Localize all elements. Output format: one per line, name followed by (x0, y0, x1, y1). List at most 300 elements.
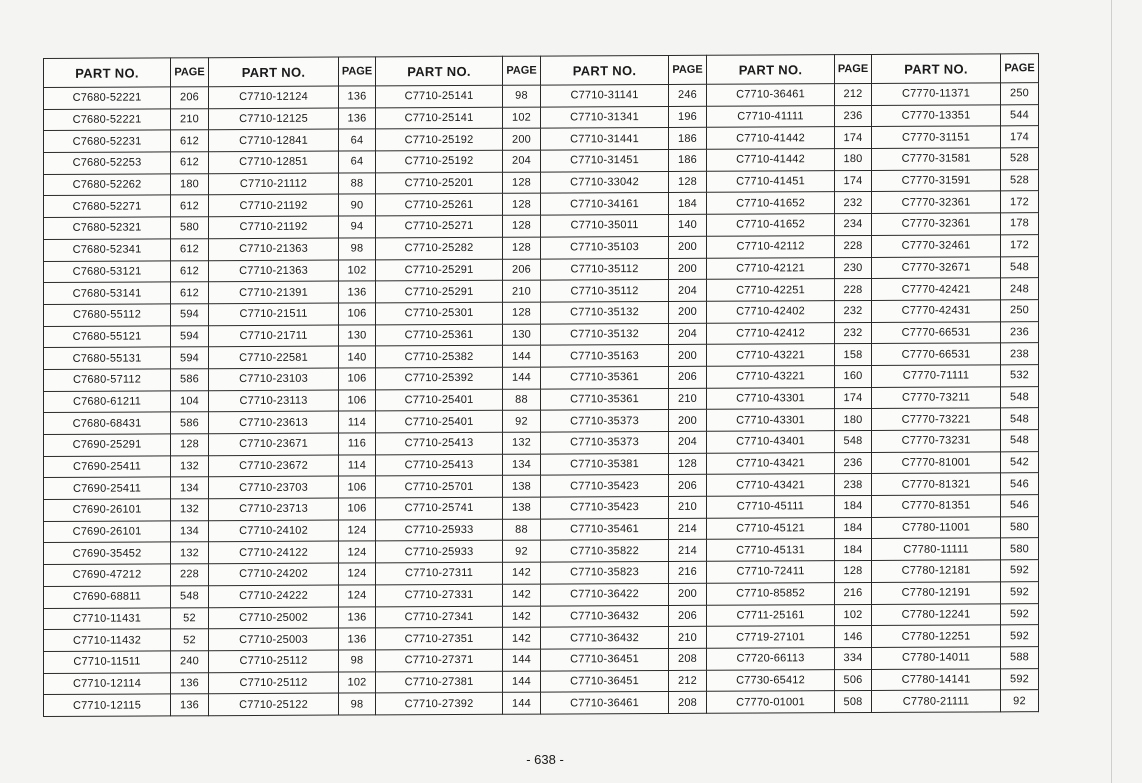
part-number-cell: C7710-21391 (209, 281, 339, 303)
part-number-cell: C7710-12114 (44, 672, 171, 694)
page-cell: 134 (171, 520, 209, 542)
column-header-page: PAGE (1001, 54, 1039, 83)
page-cell: 178 (1001, 213, 1039, 235)
part-number-cell: C7690-26101 (44, 521, 171, 543)
part-number-cell: C7680-61211 (44, 391, 171, 413)
page-cell: 612 (171, 260, 209, 282)
page-cell: 548 (1001, 386, 1039, 408)
part-number-cell: C7710-22581 (209, 346, 339, 368)
part-number-cell: C7770-81321 (872, 473, 1001, 495)
column-header-page: PAGE (171, 58, 209, 87)
page-cell: 90 (339, 194, 376, 216)
page-cell: 200 (669, 410, 707, 432)
page-cell: 128 (503, 237, 541, 259)
column-header-page: PAGE (339, 57, 376, 86)
part-number-cell: C7710-43421 (707, 474, 835, 496)
page-cell: 506 (835, 669, 872, 691)
part-number-cell: C7690-47212 (44, 564, 171, 586)
part-number-cell: C7770-32361 (872, 213, 1001, 235)
page-cell: 528 (1001, 169, 1039, 191)
page-cell: 98 (339, 238, 376, 260)
part-number-cell: C7710-25122 (209, 693, 339, 715)
page-cell: 238 (1001, 343, 1039, 365)
page-cell: 88 (339, 173, 376, 195)
page-cell: 580 (171, 217, 209, 239)
page-cell: 592 (1001, 581, 1039, 603)
page-cell: 128 (503, 215, 541, 237)
part-number-cell: C7710-35381 (541, 453, 669, 475)
page-cell: 586 (171, 412, 209, 434)
page-cell: 212 (669, 670, 707, 692)
part-number-cell: C7710-42112 (707, 235, 835, 257)
part-number-cell: C7780-21111 (872, 690, 1001, 712)
part-number-cell: C7730-65412 (707, 669, 835, 691)
part-number-cell: C7710-43301 (707, 409, 835, 431)
part-number-cell: C7710-35132 (541, 301, 669, 323)
part-number-cell: C7770-31581 (872, 148, 1001, 170)
page-cell: 592 (1001, 668, 1039, 690)
page-cell: 132 (503, 432, 541, 454)
page-cell: 136 (339, 606, 376, 628)
page-cell: 136 (339, 86, 376, 108)
page-cell: 136 (171, 672, 209, 694)
part-number-cell: C7710-41442 (707, 149, 835, 171)
part-number-cell: C7710-24202 (209, 563, 339, 585)
part-number-cell: C7680-52231 (44, 130, 171, 152)
part-number-cell: C7680-57112 (44, 369, 171, 391)
part-number-cell: C7780-14141 (872, 668, 1001, 690)
part-number-cell: C7770-71111 (872, 365, 1001, 387)
part-number-cell: C7710-25933 (376, 541, 503, 563)
page-cell: 204 (669, 279, 707, 301)
page-cell: 532 (1001, 365, 1039, 387)
page-cell: 334 (835, 647, 872, 669)
part-number-cell: C7710-36451 (541, 648, 669, 670)
column-header-part-no: PART NO. (209, 57, 339, 87)
page-cell: 232 (835, 322, 872, 344)
page-cell: 204 (669, 323, 707, 345)
page-cell: 144 (503, 649, 541, 671)
part-number-cell: C7710-25201 (376, 172, 503, 194)
part-number-cell: C7710-25192 (376, 129, 503, 151)
part-number-cell: C7710-41111 (707, 105, 835, 127)
page-cell: 174 (1001, 126, 1039, 148)
page-cell: 92 (503, 541, 541, 563)
page-cell: 180 (835, 149, 872, 171)
page-cell: 102 (503, 107, 541, 129)
part-number-cell: C7680-55131 (44, 347, 171, 369)
part-number-cell: C7710-25413 (376, 454, 503, 476)
page-cell: 106 (339, 498, 376, 520)
part-number-cell: C7710-27331 (376, 584, 503, 606)
page-cell: 92 (503, 410, 541, 432)
page-cell: 102 (339, 671, 376, 693)
page-cell: 144 (503, 345, 541, 367)
page-cell: 142 (503, 627, 541, 649)
part-number-cell: C7710-41652 (707, 214, 835, 236)
part-number-cell: C7710-85852 (707, 582, 835, 604)
page-cell: 236 (835, 105, 872, 127)
page-cell: 210 (171, 108, 209, 130)
part-number-cell: C7710-12124 (209, 86, 339, 108)
page-cell: 136 (339, 628, 376, 650)
part-number-cell: C7770-42431 (872, 300, 1001, 322)
part-number-cell: C7710-31341 (541, 106, 669, 128)
page-cell: 132 (171, 499, 209, 521)
part-number-cell: C7780-12251 (872, 625, 1001, 647)
part-number-cell: C7710-33042 (541, 171, 669, 193)
page-cell: 184 (835, 539, 872, 561)
page-cell: 206 (669, 605, 707, 627)
part-number-cell: C7710-42251 (707, 279, 835, 301)
page-cell: 140 (669, 214, 707, 236)
part-number-cell: C7710-45131 (707, 539, 835, 561)
page-cell: 236 (835, 452, 872, 474)
part-number-cell: C7710-25271 (376, 215, 503, 237)
page-cell: 196 (669, 106, 707, 128)
page-cell: 98 (339, 693, 376, 715)
page-cell: 186 (669, 128, 707, 150)
part-number-cell: C7710-23671 (209, 433, 339, 455)
page-cell: 146 (835, 626, 872, 648)
column-header-part-no: PART NO. (44, 58, 171, 88)
part-number-cell: C7680-52262 (44, 174, 171, 196)
part-number-cell: C7710-21112 (209, 173, 339, 195)
part-number-cell: C7710-25141 (376, 85, 503, 107)
page-cell: 180 (171, 173, 209, 195)
page-cell: 98 (503, 85, 541, 107)
part-number-cell: C7710-27351 (376, 627, 503, 649)
part-number-cell: C7710-35132 (541, 323, 669, 345)
page-cell: 212 (835, 83, 872, 105)
part-number-cell: C7710-25401 (376, 411, 503, 433)
page-cell: 92 (1001, 690, 1039, 712)
page-cell: 160 (835, 365, 872, 387)
page-cell: 200 (669, 301, 707, 323)
part-number-cell: C7710-35103 (541, 236, 669, 258)
page-cell: 592 (1001, 625, 1039, 647)
page-cell: 174 (835, 127, 872, 149)
part-number-cell: C7710-23103 (209, 368, 339, 390)
part-number-cell: C7690-68811 (44, 586, 171, 608)
page-cell: 594 (171, 347, 209, 369)
part-number-cell: C7770-73231 (872, 430, 1001, 452)
part-number-cell: C7710-36422 (541, 583, 669, 605)
page-cell: 128 (171, 434, 209, 456)
part-number-cell: C7690-25291 (44, 434, 171, 456)
page-cell: 88 (503, 519, 541, 541)
page-cell: 206 (669, 366, 707, 388)
part-number-cell: C7710-35823 (541, 562, 669, 584)
part-number-cell: C7710-35361 (541, 388, 669, 410)
part-number-cell: C7710-12851 (209, 151, 339, 173)
page-cell: 106 (339, 303, 376, 325)
page-cell: 240 (171, 651, 209, 673)
page-cell: 548 (1001, 256, 1039, 278)
part-number-cell: C7780-12191 (872, 582, 1001, 604)
parts-index-table-wrapper (43, 53, 1038, 717)
part-number-cell: C7710-43301 (707, 387, 835, 409)
part-number-cell: C7710-45111 (707, 496, 835, 518)
page-cell: 592 (1001, 560, 1039, 582)
page-cell: 210 (669, 496, 707, 518)
page-cell: 88 (503, 389, 541, 411)
page-cell: 612 (171, 130, 209, 152)
part-number-cell: C7710-42402 (707, 301, 835, 323)
page-cell: 214 (669, 518, 707, 540)
page-cell: 128 (835, 561, 872, 583)
page-cell: 206 (171, 87, 209, 109)
part-number-cell: C7710-25003 (209, 628, 339, 650)
page-cell: 124 (339, 585, 376, 607)
page-cell: 200 (669, 345, 707, 367)
page-cell: 184 (835, 496, 872, 518)
part-number-cell: C7770-11371 (872, 83, 1001, 105)
page-cell: 94 (339, 216, 376, 238)
page-cell: 612 (171, 195, 209, 217)
page-cell: 238 (835, 474, 872, 496)
part-number-cell: C7710-23713 (209, 498, 339, 520)
part-number-cell: C7770-81001 (872, 452, 1001, 474)
column-header-part-no: PART NO. (376, 56, 503, 86)
part-number-cell: C7710-36461 (541, 692, 669, 714)
part-number-cell: C7710-21192 (209, 216, 339, 238)
part-number-cell: C7710-23613 (209, 411, 339, 433)
part-number-cell: C7710-25261 (376, 194, 503, 216)
part-number-cell: C7770-31591 (872, 170, 1001, 192)
part-number-cell: C7710-25141 (376, 107, 503, 129)
page-cell: 134 (171, 477, 209, 499)
page-cell: 106 (339, 476, 376, 498)
page-cell: 544 (1001, 104, 1039, 126)
part-number-cell: C7770-13351 (872, 105, 1001, 127)
page-cell: 228 (171, 564, 209, 586)
page-cell: 236 (1001, 321, 1039, 343)
part-number-cell: C7710-43401 (707, 431, 835, 453)
part-number-cell: C7690-35452 (44, 542, 171, 564)
page-cell: 548 (835, 430, 872, 452)
part-number-cell: C7710-35822 (541, 540, 669, 562)
part-number-cell: C7710-11511 (44, 651, 171, 673)
page-cell: 228 (835, 235, 872, 257)
page-cell: 594 (171, 325, 209, 347)
page-cell: 542 (1001, 451, 1039, 473)
page-cell: 142 (503, 584, 541, 606)
part-number-cell: C7710-36451 (541, 670, 669, 692)
part-number-cell: C7710-43221 (707, 366, 835, 388)
page-cell: 124 (339, 541, 376, 563)
page-cell: 528 (1001, 148, 1039, 170)
part-number-cell: C7680-68431 (44, 412, 171, 434)
page-cell: 210 (669, 388, 707, 410)
part-number-cell: C7720-66113 (707, 648, 835, 670)
part-number-cell: C7680-52221 (44, 109, 171, 131)
page-cell: 128 (669, 171, 707, 193)
part-number-cell: C7710-23113 (209, 390, 339, 412)
page-cell: 184 (835, 517, 872, 539)
page-cell: 200 (669, 258, 707, 280)
table-body (44, 83, 1039, 717)
part-number-cell: C7710-31451 (541, 150, 669, 172)
page-cell: 128 (503, 172, 541, 194)
part-number-cell: C7770-42421 (872, 278, 1001, 300)
part-number-cell: C7770-32361 (872, 191, 1001, 213)
page-cell: 548 (1001, 430, 1039, 452)
part-number-cell: C7710-27392 (376, 693, 503, 715)
page-cell: 98 (339, 650, 376, 672)
part-number-cell: C7710-35163 (541, 345, 669, 367)
page-cell: 114 (339, 411, 376, 433)
column-header-part-no: PART NO. (541, 55, 669, 85)
part-number-cell: C7710-25382 (376, 346, 503, 368)
part-number-cell: C7680-55112 (44, 304, 171, 326)
page-cell: 128 (503, 194, 541, 216)
part-number-cell: C7710-27381 (376, 671, 503, 693)
page-cell: 124 (339, 520, 376, 542)
page-cell: 592 (1001, 603, 1039, 625)
part-number-cell: C7680-53141 (44, 282, 171, 304)
part-number-cell: C7710-12115 (44, 694, 171, 716)
page-cell: 102 (339, 259, 376, 281)
page-cell: 104 (171, 390, 209, 412)
page-cell: 174 (835, 170, 872, 192)
page-cell: 204 (669, 431, 707, 453)
column-header-page: PAGE (669, 55, 707, 84)
page-cell: 136 (339, 108, 376, 130)
part-number-cell: C7710-27371 (376, 649, 503, 671)
part-number-cell: C7710-25413 (376, 432, 503, 454)
part-number-cell: C7710-36432 (541, 627, 669, 649)
part-number-cell: C7710-24102 (209, 520, 339, 542)
page-cell: 548 (1001, 408, 1039, 430)
page-cell: 548 (171, 586, 209, 608)
part-number-cell: C7780-14011 (872, 647, 1001, 669)
part-number-cell: C7710-25741 (376, 497, 503, 519)
page-cell: 52 (171, 629, 209, 651)
part-number-cell: C7710-35423 (541, 497, 669, 519)
part-number-cell: C7710-31141 (541, 84, 669, 106)
part-number-cell: C7710-21711 (209, 325, 339, 347)
page-cell: 508 (835, 691, 872, 713)
page-cell: 64 (339, 151, 376, 173)
page-cell: 210 (503, 280, 541, 302)
page-cell: 128 (503, 302, 541, 324)
page-cell: 208 (669, 648, 707, 670)
page-cell: 106 (339, 368, 376, 390)
part-number-cell: C7780-12181 (872, 560, 1001, 582)
part-number-cell: C7710-36461 (707, 84, 835, 106)
part-number-cell: C7710-43421 (707, 452, 835, 474)
page-cell: 128 (669, 453, 707, 475)
page-cell: 138 (503, 475, 541, 497)
page-cell: 232 (835, 300, 872, 322)
part-number-cell: C7710-25112 (209, 672, 339, 694)
page-cell: 612 (171, 282, 209, 304)
page-cell: 130 (339, 324, 376, 346)
part-number-cell: C7710-42121 (707, 257, 835, 279)
part-number-cell: C7710-72411 (707, 561, 835, 583)
part-number-cell: C7710-31441 (541, 128, 669, 150)
part-number-cell: C7770-81351 (872, 495, 1001, 517)
part-number-cell: C7680-52271 (44, 195, 171, 217)
part-number-cell: C7710-35373 (541, 431, 669, 453)
page-cell: 172 (1001, 234, 1039, 256)
page-cell: 52 (171, 607, 209, 629)
part-number-cell: C7710-35423 (541, 475, 669, 497)
page-cell: 208 (669, 692, 707, 714)
page-cell: 586 (171, 369, 209, 391)
part-number-cell: C7710-24122 (209, 541, 339, 563)
part-number-cell: C7690-26101 (44, 499, 171, 521)
page-cell: 102 (835, 604, 872, 626)
part-number-cell: C7680-55121 (44, 325, 171, 347)
page-cell: 136 (171, 694, 209, 716)
page-cell: 250 (1001, 300, 1039, 322)
column-header-page: PAGE (835, 54, 872, 83)
part-number-cell: C7710-25002 (209, 607, 339, 629)
page-cell: 142 (503, 562, 541, 584)
page-cell: 116 (339, 433, 376, 455)
page-cell: 206 (503, 259, 541, 281)
page-cell: 64 (339, 129, 376, 151)
page-cell: 124 (339, 563, 376, 585)
page-cell: 130 (503, 324, 541, 346)
page-cell: 136 (339, 281, 376, 303)
part-number-cell: C7710-23703 (209, 476, 339, 498)
part-number-cell: C7780-11001 (872, 517, 1001, 539)
part-number-cell: C7710-41451 (707, 170, 835, 192)
page-cell: 138 (503, 497, 541, 519)
page-cell: 132 (171, 542, 209, 564)
page-cell: 210 (669, 626, 707, 648)
page-cell: 174 (835, 387, 872, 409)
part-number-cell: C7680-52321 (44, 217, 171, 239)
page-cell: 216 (669, 561, 707, 583)
page-cell: 144 (503, 671, 541, 693)
page-cell: 186 (669, 149, 707, 171)
page-number: - 638 - (526, 752, 564, 767)
part-number-cell: C7710-27341 (376, 606, 503, 628)
part-number-cell: C7710-12841 (209, 129, 339, 151)
part-number-cell: C7770-01001 (707, 691, 835, 713)
part-number-cell: C7710-25282 (376, 237, 503, 259)
page-edge-divider (1111, 0, 1112, 783)
page-cell: 204 (503, 150, 541, 172)
part-number-cell: C7710-34161 (541, 193, 669, 215)
part-number-cell: C7710-25401 (376, 389, 503, 411)
part-number-cell: C7710-42412 (707, 322, 835, 344)
page-cell: 142 (503, 606, 541, 628)
part-number-cell: C7680-52221 (44, 87, 171, 109)
page-cell: 158 (835, 344, 872, 366)
part-number-cell: C7710-41652 (707, 192, 835, 214)
page-cell: 246 (669, 84, 707, 106)
page-cell: 232 (835, 192, 872, 214)
part-number-cell: C7719-27101 (707, 626, 835, 648)
part-number-cell: C7710-25192 (376, 150, 503, 172)
part-number-cell: C7770-32461 (872, 235, 1001, 257)
page-cell: 200 (503, 128, 541, 150)
part-number-cell: C7711-25161 (707, 604, 835, 626)
page-cell: 106 (339, 390, 376, 412)
part-number-cell: C7770-32671 (872, 256, 1001, 278)
page-cell: 144 (503, 692, 541, 714)
part-number-cell: C7710-21363 (209, 260, 339, 282)
page-cell: 200 (669, 583, 707, 605)
part-number-cell: C7710-25933 (376, 519, 503, 541)
part-number-cell: C7680-52341 (44, 239, 171, 261)
part-number-cell: C7710-35112 (541, 280, 669, 302)
